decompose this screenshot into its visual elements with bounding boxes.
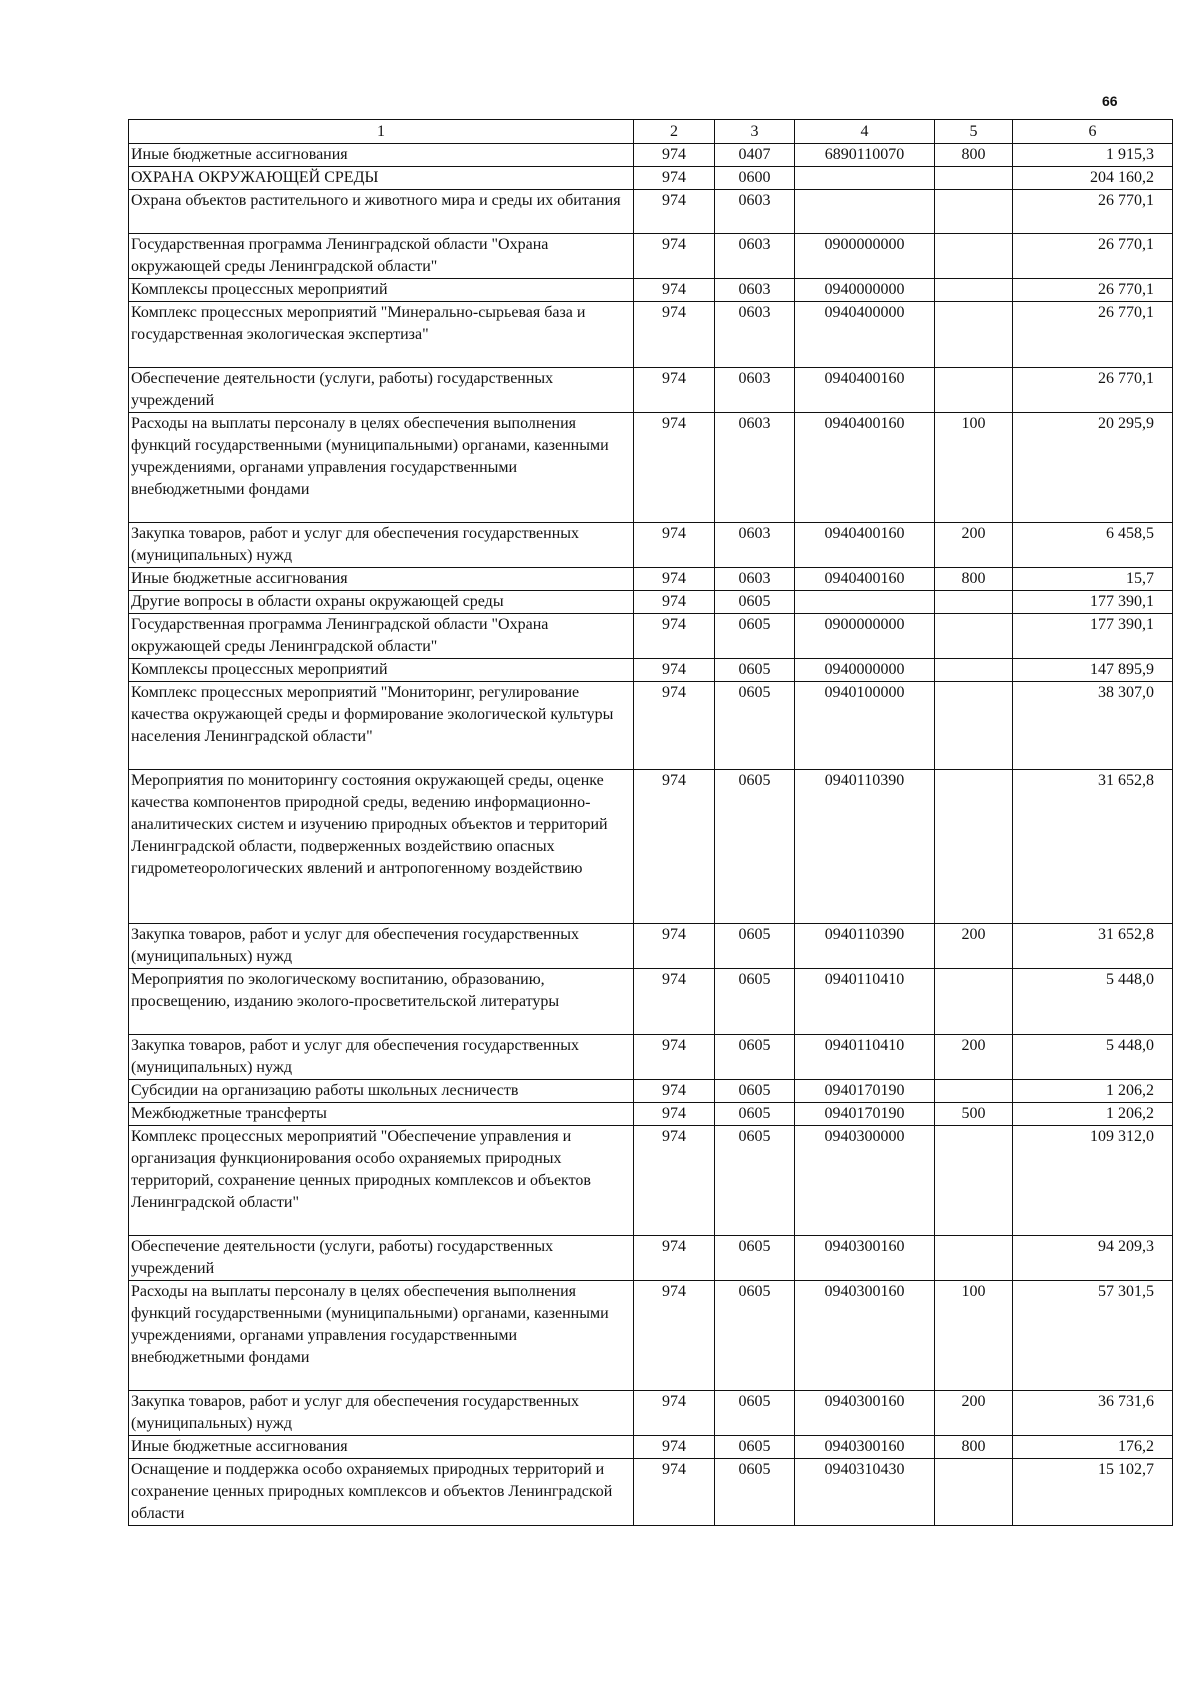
row-c6-cell: 26 770,1 (1013, 190, 1173, 234)
row-c2-cell: 974 (634, 568, 715, 591)
row-c2-cell: 974 (634, 167, 715, 190)
row-c2-cell: 974 (634, 234, 715, 279)
row-c2-cell: 974 (634, 302, 715, 368)
row-c4-cell: 0940400160 (795, 523, 935, 568)
row-name-cell: Оснащение и поддержка особо охраняемых природных территорий и сохранение ценных природных комплексов и объектов Ленинградской области (129, 1459, 634, 1526)
row-c5-cell (935, 1236, 1013, 1281)
row-c6-cell: 6 458,5 (1013, 523, 1173, 568)
row-c4-cell: 0940000000 (795, 279, 935, 302)
row-c5-cell: 200 (935, 523, 1013, 568)
row-c4-cell: 0940300160 (795, 1236, 935, 1281)
row-c2-cell: 974 (634, 1391, 715, 1436)
row-c4-cell: 0940100000 (795, 682, 935, 770)
table-row (129, 190, 1173, 234)
row-c5-cell: 800 (935, 1436, 1013, 1459)
row-c2-cell: 974 (634, 1281, 715, 1391)
row-c5-cell (935, 302, 1013, 368)
row-c6-cell: 177 390,1 (1013, 614, 1173, 659)
column-header: 6 (1013, 120, 1173, 144)
row-c5-cell: 500 (935, 1103, 1013, 1126)
row-name-cell: Комплекс процессных мероприятий "Обеспечение управления и организация функционирования особо охраняемых природных территорий, сохранение ценных природных комплексов и объектов Ленинградской области" (129, 1126, 634, 1236)
row-c4-cell: 0940400160 (795, 368, 935, 413)
row-c4-cell: 0940170190 (795, 1103, 935, 1126)
budget-table (128, 119, 1173, 1526)
table-row (129, 279, 1173, 302)
table-row (129, 413, 1173, 523)
row-c4-cell: 0940000000 (795, 659, 935, 682)
row-c5-cell (935, 591, 1013, 614)
column-header: 1 (129, 120, 634, 144)
table-row (129, 614, 1173, 659)
row-name-cell: Мероприятия по экологическому воспитанию, образованию, просвещению, изданию эколого-просветительской литературы (129, 969, 634, 1035)
table-header-row (129, 120, 1173, 144)
row-c4-cell: 0940110410 (795, 969, 935, 1035)
row-c3-cell: 0605 (715, 1035, 795, 1080)
row-c3-cell: 0605 (715, 1281, 795, 1391)
row-c4-cell: 0940170190 (795, 1080, 935, 1103)
row-name-cell: Иные бюджетные ассигнования (129, 1436, 634, 1459)
row-c2-cell: 974 (634, 591, 715, 614)
row-c4-cell: 0940310430 (795, 1459, 935, 1526)
table-row (129, 924, 1173, 969)
row-c5-cell (935, 1080, 1013, 1103)
row-c3-cell: 0603 (715, 302, 795, 368)
table-row (129, 591, 1173, 614)
row-c4-cell: 0900000000 (795, 614, 935, 659)
row-c6-cell: 109 312,0 (1013, 1126, 1173, 1236)
row-c2-cell: 974 (634, 1080, 715, 1103)
row-c2-cell: 974 (634, 1236, 715, 1281)
row-c5-cell (935, 659, 1013, 682)
column-header: 3 (715, 120, 795, 144)
row-c4-cell: 0940300160 (795, 1436, 935, 1459)
row-c4-cell: 0940400000 (795, 302, 935, 368)
row-c6-cell: 15,7 (1013, 568, 1173, 591)
row-name-cell: Охрана объектов растительного и животного мира и среды их обитания (129, 190, 634, 234)
table-row (129, 1126, 1173, 1236)
row-c6-cell: 204 160,2 (1013, 167, 1173, 190)
table-row (129, 659, 1173, 682)
row-c5-cell: 200 (935, 1391, 1013, 1436)
row-c3-cell: 0603 (715, 234, 795, 279)
row-c6-cell: 57 301,5 (1013, 1281, 1173, 1391)
row-c6-cell: 1 206,2 (1013, 1103, 1173, 1126)
row-c6-cell: 1 206,2 (1013, 1080, 1173, 1103)
row-c4-cell (795, 190, 935, 234)
row-c5-cell (935, 614, 1013, 659)
row-c4-cell: 0900000000 (795, 234, 935, 279)
row-name-cell: Закупка товаров, работ и услуг для обеспечения государственных (муниципальных) нужд (129, 1391, 634, 1436)
row-c2-cell: 974 (634, 1436, 715, 1459)
table-row (129, 144, 1173, 167)
row-c2-cell: 974 (634, 924, 715, 969)
row-c5-cell (935, 969, 1013, 1035)
row-c3-cell: 0605 (715, 1391, 795, 1436)
column-header: 2 (634, 120, 715, 144)
row-c6-cell: 26 770,1 (1013, 234, 1173, 279)
row-c5-cell (935, 770, 1013, 924)
row-c3-cell: 0603 (715, 568, 795, 591)
row-c2-cell: 974 (634, 190, 715, 234)
row-c3-cell: 0605 (715, 1126, 795, 1236)
row-name-cell: Обеспечение деятельности (услуги, работы) государственных учреждений (129, 1236, 634, 1281)
row-c3-cell: 0605 (715, 969, 795, 1035)
row-c2-cell: 974 (634, 1103, 715, 1126)
row-name-cell: ОХРАНА ОКРУЖАЮЩЕЙ СРЕДЫ (129, 167, 634, 190)
row-c3-cell: 0605 (715, 591, 795, 614)
row-c6-cell: 5 448,0 (1013, 969, 1173, 1035)
row-name-cell: Иные бюджетные ассигнования (129, 144, 634, 167)
row-c2-cell: 974 (634, 969, 715, 1035)
row-name-cell: Расходы на выплаты персоналу в целях обеспечения выполнения функций государственными (муниципальными) органами, казенными учреждениями, органами управления государственными внебюджетными фондами (129, 413, 634, 523)
row-c3-cell: 0605 (715, 1080, 795, 1103)
row-c3-cell: 0603 (715, 413, 795, 523)
row-c6-cell: 26 770,1 (1013, 279, 1173, 302)
column-header: 4 (795, 120, 935, 144)
table-row (129, 1391, 1173, 1436)
row-c6-cell: 20 295,9 (1013, 413, 1173, 523)
table-row (129, 1236, 1173, 1281)
row-c5-cell: 200 (935, 924, 1013, 969)
row-c2-cell: 974 (634, 659, 715, 682)
row-c3-cell: 0605 (715, 1103, 795, 1126)
table-row (129, 1080, 1173, 1103)
row-c6-cell: 31 652,8 (1013, 924, 1173, 969)
table-row (129, 568, 1173, 591)
row-c4-cell: 0940300160 (795, 1391, 935, 1436)
row-c6-cell: 26 770,1 (1013, 302, 1173, 368)
row-c2-cell: 974 (634, 523, 715, 568)
row-c5-cell (935, 190, 1013, 234)
row-name-cell: Обеспечение деятельности (услуги, работы) государственных учреждений (129, 368, 634, 413)
row-c3-cell: 0605 (715, 1436, 795, 1459)
row-name-cell: Закупка товаров, работ и услуг для обеспечения государственных (муниципальных) нужд (129, 1035, 634, 1080)
table-row (129, 302, 1173, 368)
table-row (129, 167, 1173, 190)
row-c6-cell: 5 448,0 (1013, 1035, 1173, 1080)
table-row (129, 1035, 1173, 1080)
row-c4-cell (795, 167, 935, 190)
row-name-cell: Закупка товаров, работ и услуг для обеспечения государственных (муниципальных) нужд (129, 924, 634, 969)
row-name-cell: Субсидии на организацию работы школьных лесничеств (129, 1080, 634, 1103)
row-name-cell: Мероприятия по мониторингу состояния окружающей среды, оценке качества компонентов природной среды, ведению информационно-аналитических систем и изучению природных объектов и территорий Ленинградской области, подверженных воздействию опасных гидрометеорологических явлений и антропогенному воздействию (129, 770, 634, 924)
row-c3-cell: 0605 (715, 924, 795, 969)
row-c2-cell: 974 (634, 413, 715, 523)
row-c6-cell: 38 307,0 (1013, 682, 1173, 770)
row-c4-cell: 6890110070 (795, 144, 935, 167)
row-name-cell: Комплексы процессных мероприятий (129, 279, 634, 302)
row-c3-cell: 0603 (715, 279, 795, 302)
row-c6-cell: 15 102,7 (1013, 1459, 1173, 1526)
row-c3-cell: 0605 (715, 682, 795, 770)
row-c4-cell: 0940400160 (795, 413, 935, 523)
table-row (129, 234, 1173, 279)
row-c2-cell: 974 (634, 614, 715, 659)
row-name-cell: Комплексы процессных мероприятий (129, 659, 634, 682)
table-row (129, 1281, 1173, 1391)
column-header: 5 (935, 120, 1013, 144)
row-c6-cell: 1 915,3 (1013, 144, 1173, 167)
row-c3-cell: 0603 (715, 523, 795, 568)
row-c4-cell: 0940110390 (795, 770, 935, 924)
row-c6-cell: 147 895,9 (1013, 659, 1173, 682)
row-c5-cell: 200 (935, 1035, 1013, 1080)
row-c6-cell: 94 209,3 (1013, 1236, 1173, 1281)
row-c3-cell: 0407 (715, 144, 795, 167)
row-c3-cell: 0603 (715, 190, 795, 234)
row-c3-cell: 0605 (715, 770, 795, 924)
row-c2-cell: 974 (634, 1459, 715, 1526)
table-row (129, 770, 1173, 924)
row-c5-cell: 800 (935, 144, 1013, 167)
row-name-cell: Закупка товаров, работ и услуг для обеспечения государственных (муниципальных) нужд (129, 523, 634, 568)
row-c3-cell: 0603 (715, 368, 795, 413)
row-c6-cell: 177 390,1 (1013, 591, 1173, 614)
row-c5-cell: 100 (935, 1281, 1013, 1391)
row-c5-cell (935, 1459, 1013, 1526)
table-row (129, 368, 1173, 413)
row-c5-cell (935, 368, 1013, 413)
row-name-cell: Государственная программа Ленинградской области "Охрана окружающей среды Ленинградской области" (129, 234, 634, 279)
table-row (129, 1436, 1173, 1459)
row-c4-cell: 0940300160 (795, 1281, 935, 1391)
row-c4-cell: 0940300000 (795, 1126, 935, 1236)
row-c2-cell: 974 (634, 682, 715, 770)
row-c6-cell: 26 770,1 (1013, 368, 1173, 413)
table-row (129, 682, 1173, 770)
table-row (129, 969, 1173, 1035)
row-name-cell: Межбюджетные трансферты (129, 1103, 634, 1126)
row-c4-cell: 0940400160 (795, 568, 935, 591)
row-c5-cell (935, 167, 1013, 190)
row-name-cell: Другие вопросы в области охраны окружающей среды (129, 591, 634, 614)
row-c3-cell: 0605 (715, 614, 795, 659)
row-c2-cell: 974 (634, 1035, 715, 1080)
row-c2-cell: 974 (634, 1126, 715, 1236)
row-name-cell: Иные бюджетные ассигнования (129, 568, 634, 591)
row-c5-cell (935, 682, 1013, 770)
row-c2-cell: 974 (634, 770, 715, 924)
row-c5-cell (935, 1126, 1013, 1236)
row-c5-cell (935, 279, 1013, 302)
row-name-cell: Комплекс процессных мероприятий "Минерально-сырьевая база и государственная экологическая экспертиза" (129, 302, 634, 368)
table-row (129, 523, 1173, 568)
row-c3-cell: 0600 (715, 167, 795, 190)
row-c4-cell: 0940110410 (795, 1035, 935, 1080)
table-row (129, 1103, 1173, 1126)
row-c5-cell: 100 (935, 413, 1013, 523)
row-c3-cell: 0605 (715, 1236, 795, 1281)
row-c5-cell: 800 (935, 568, 1013, 591)
page-number: 66 (1102, 93, 1118, 109)
row-c4-cell (795, 591, 935, 614)
row-c6-cell: 31 652,8 (1013, 770, 1173, 924)
row-c3-cell: 0605 (715, 1459, 795, 1526)
row-c2-cell: 974 (634, 279, 715, 302)
table-row (129, 1459, 1173, 1526)
row-c4-cell: 0940110390 (795, 924, 935, 969)
row-c2-cell: 974 (634, 144, 715, 167)
row-name-cell: Государственная программа Ленинградской области "Охрана окружающей среды Ленинградской области" (129, 614, 634, 659)
row-c5-cell (935, 234, 1013, 279)
row-name-cell: Комплекс процессных мероприятий "Мониторинг, регулирование качества окружающей среды и формирование экологической культуры населения Ленинградской области" (129, 682, 634, 770)
row-name-cell: Расходы на выплаты персоналу в целях обеспечения выполнения функций государственными (муниципальными) органами, казенными учреждениями, органами управления государственными внебюджетными фондами (129, 1281, 634, 1391)
row-c6-cell: 176,2 (1013, 1436, 1173, 1459)
row-c6-cell: 36 731,6 (1013, 1391, 1173, 1436)
row-c2-cell: 974 (634, 368, 715, 413)
row-c3-cell: 0605 (715, 659, 795, 682)
